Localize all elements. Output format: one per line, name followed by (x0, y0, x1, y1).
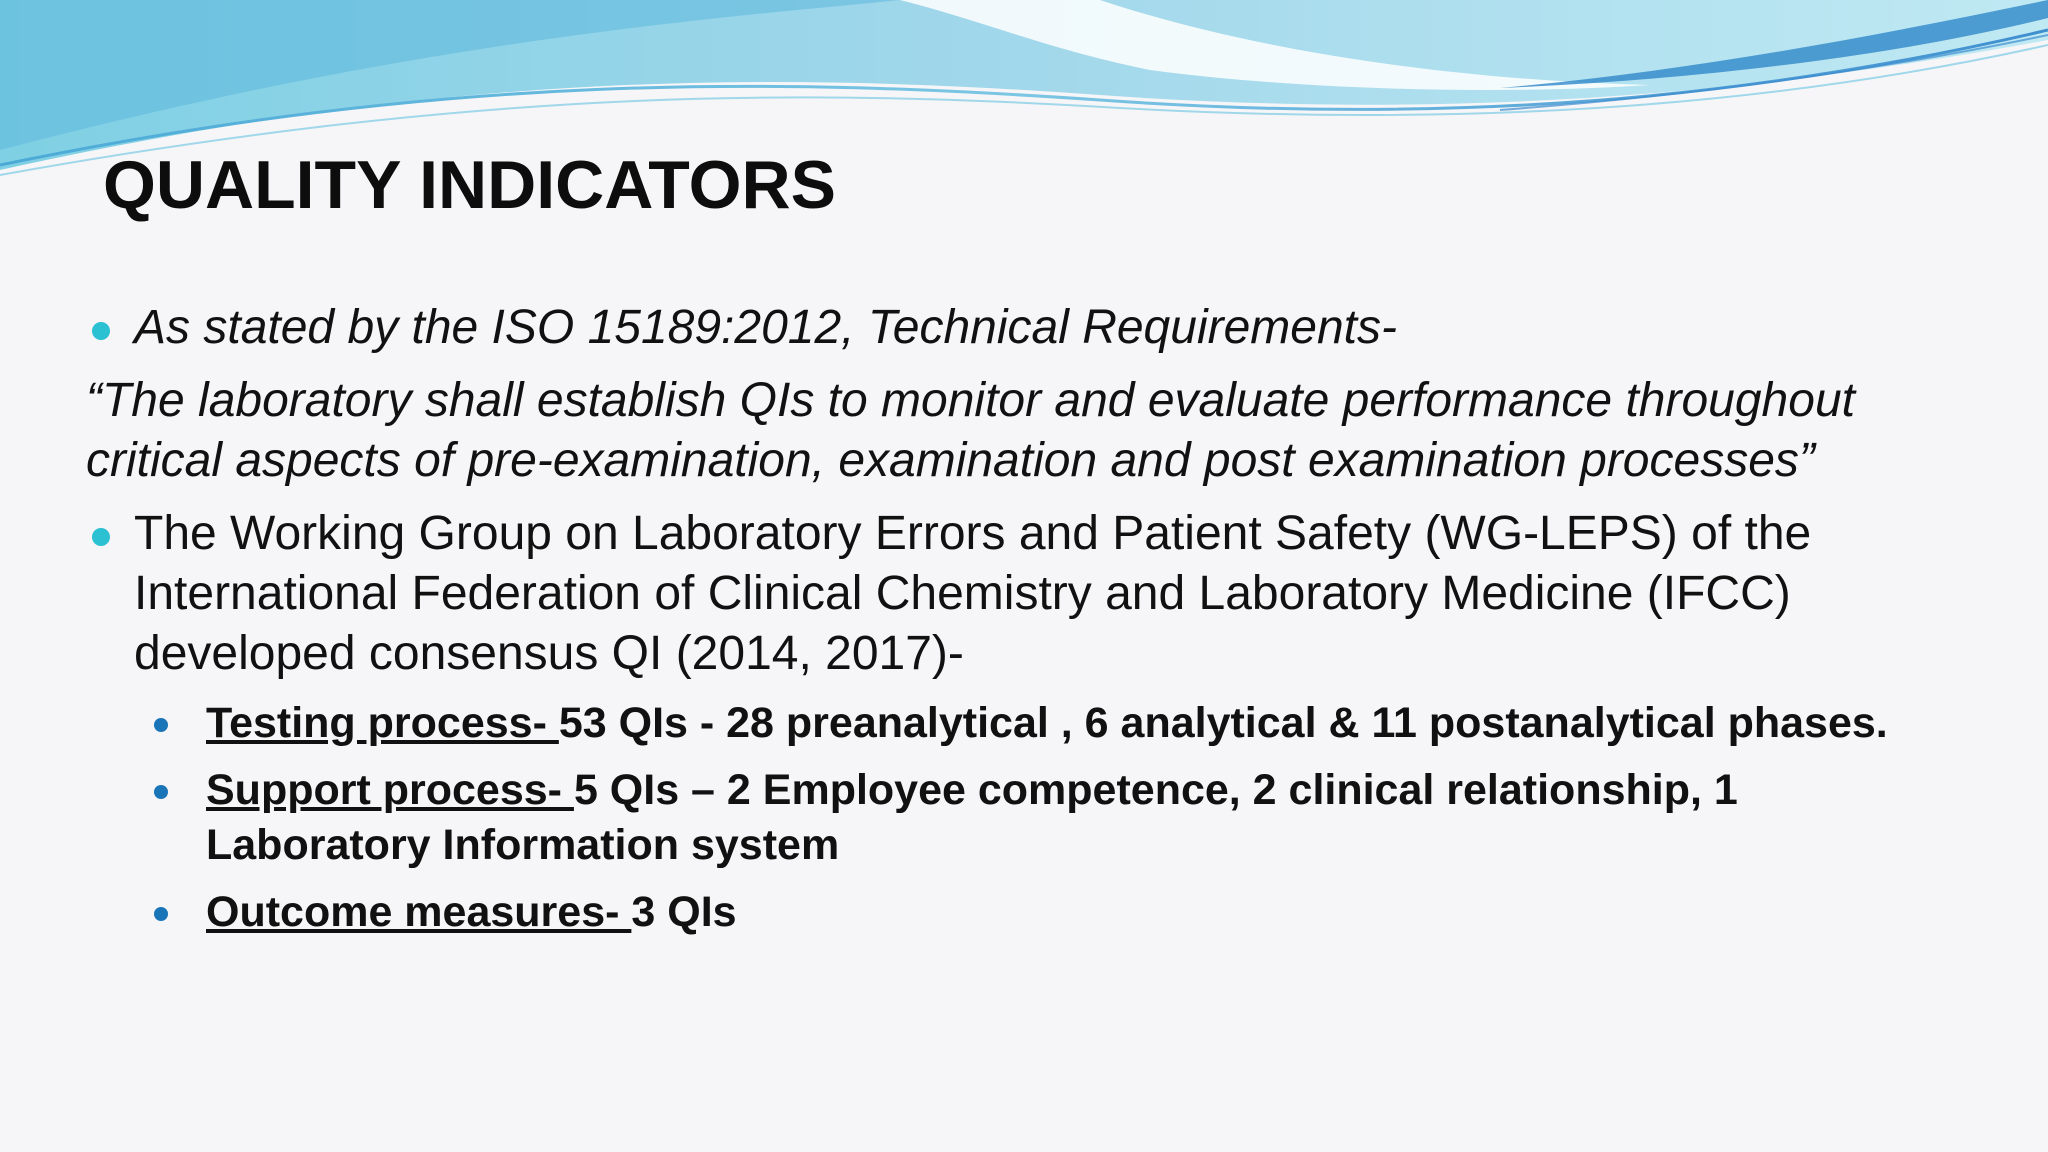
subbullet-text: 3 QIs (631, 888, 737, 936)
subbullet-outcome-measures (206, 885, 1986, 940)
subbullet-text: 5 QIs – 2 Employee competence, 2 clinical relationship, 1 Laboratory Information system (206, 766, 1738, 869)
subbullet-support-process (206, 763, 1806, 873)
iso-quote: “The laboratory shall establish QIs to monitor and evaluate performance throughout critical aspects of pre-examination, examination and post examination processes” (86, 374, 1855, 487)
bullet-iso-standard (86, 298, 1986, 358)
subbullet-dot-icon (154, 718, 168, 732)
subbullet-dot-icon (154, 785, 168, 799)
slide-body (86, 298, 1986, 940)
bullet-dot-icon (92, 322, 110, 340)
subbullet-text: 53 QIs - 28 preanalytical , 6 analytical & 11 postanalytical phases. (558, 699, 1888, 747)
subbullet-label: Testing process- (206, 699, 559, 747)
subbullet-testing-process (206, 696, 1986, 751)
bullet-text: As stated by the ISO 15189:2012, Technical Requirements- (134, 301, 1397, 354)
page-title: QUALITY INDICATORS (103, 147, 836, 223)
subbullet-label: Outcome measures- (206, 888, 632, 936)
bullet-text: The Working Group on Laboratory Errors and Patient Safety (WG-LEPS) of the International Federation of Clinical Chemistry and Laboratory Medicine (IFCC) developed consensus QI (2014, 2017)- (134, 507, 1812, 680)
bullet-dot-icon (92, 528, 110, 546)
bullet-wg-leps (86, 504, 1986, 684)
subbullet-dot-icon (154, 907, 168, 921)
subbullet-label: Support process- (206, 766, 574, 814)
